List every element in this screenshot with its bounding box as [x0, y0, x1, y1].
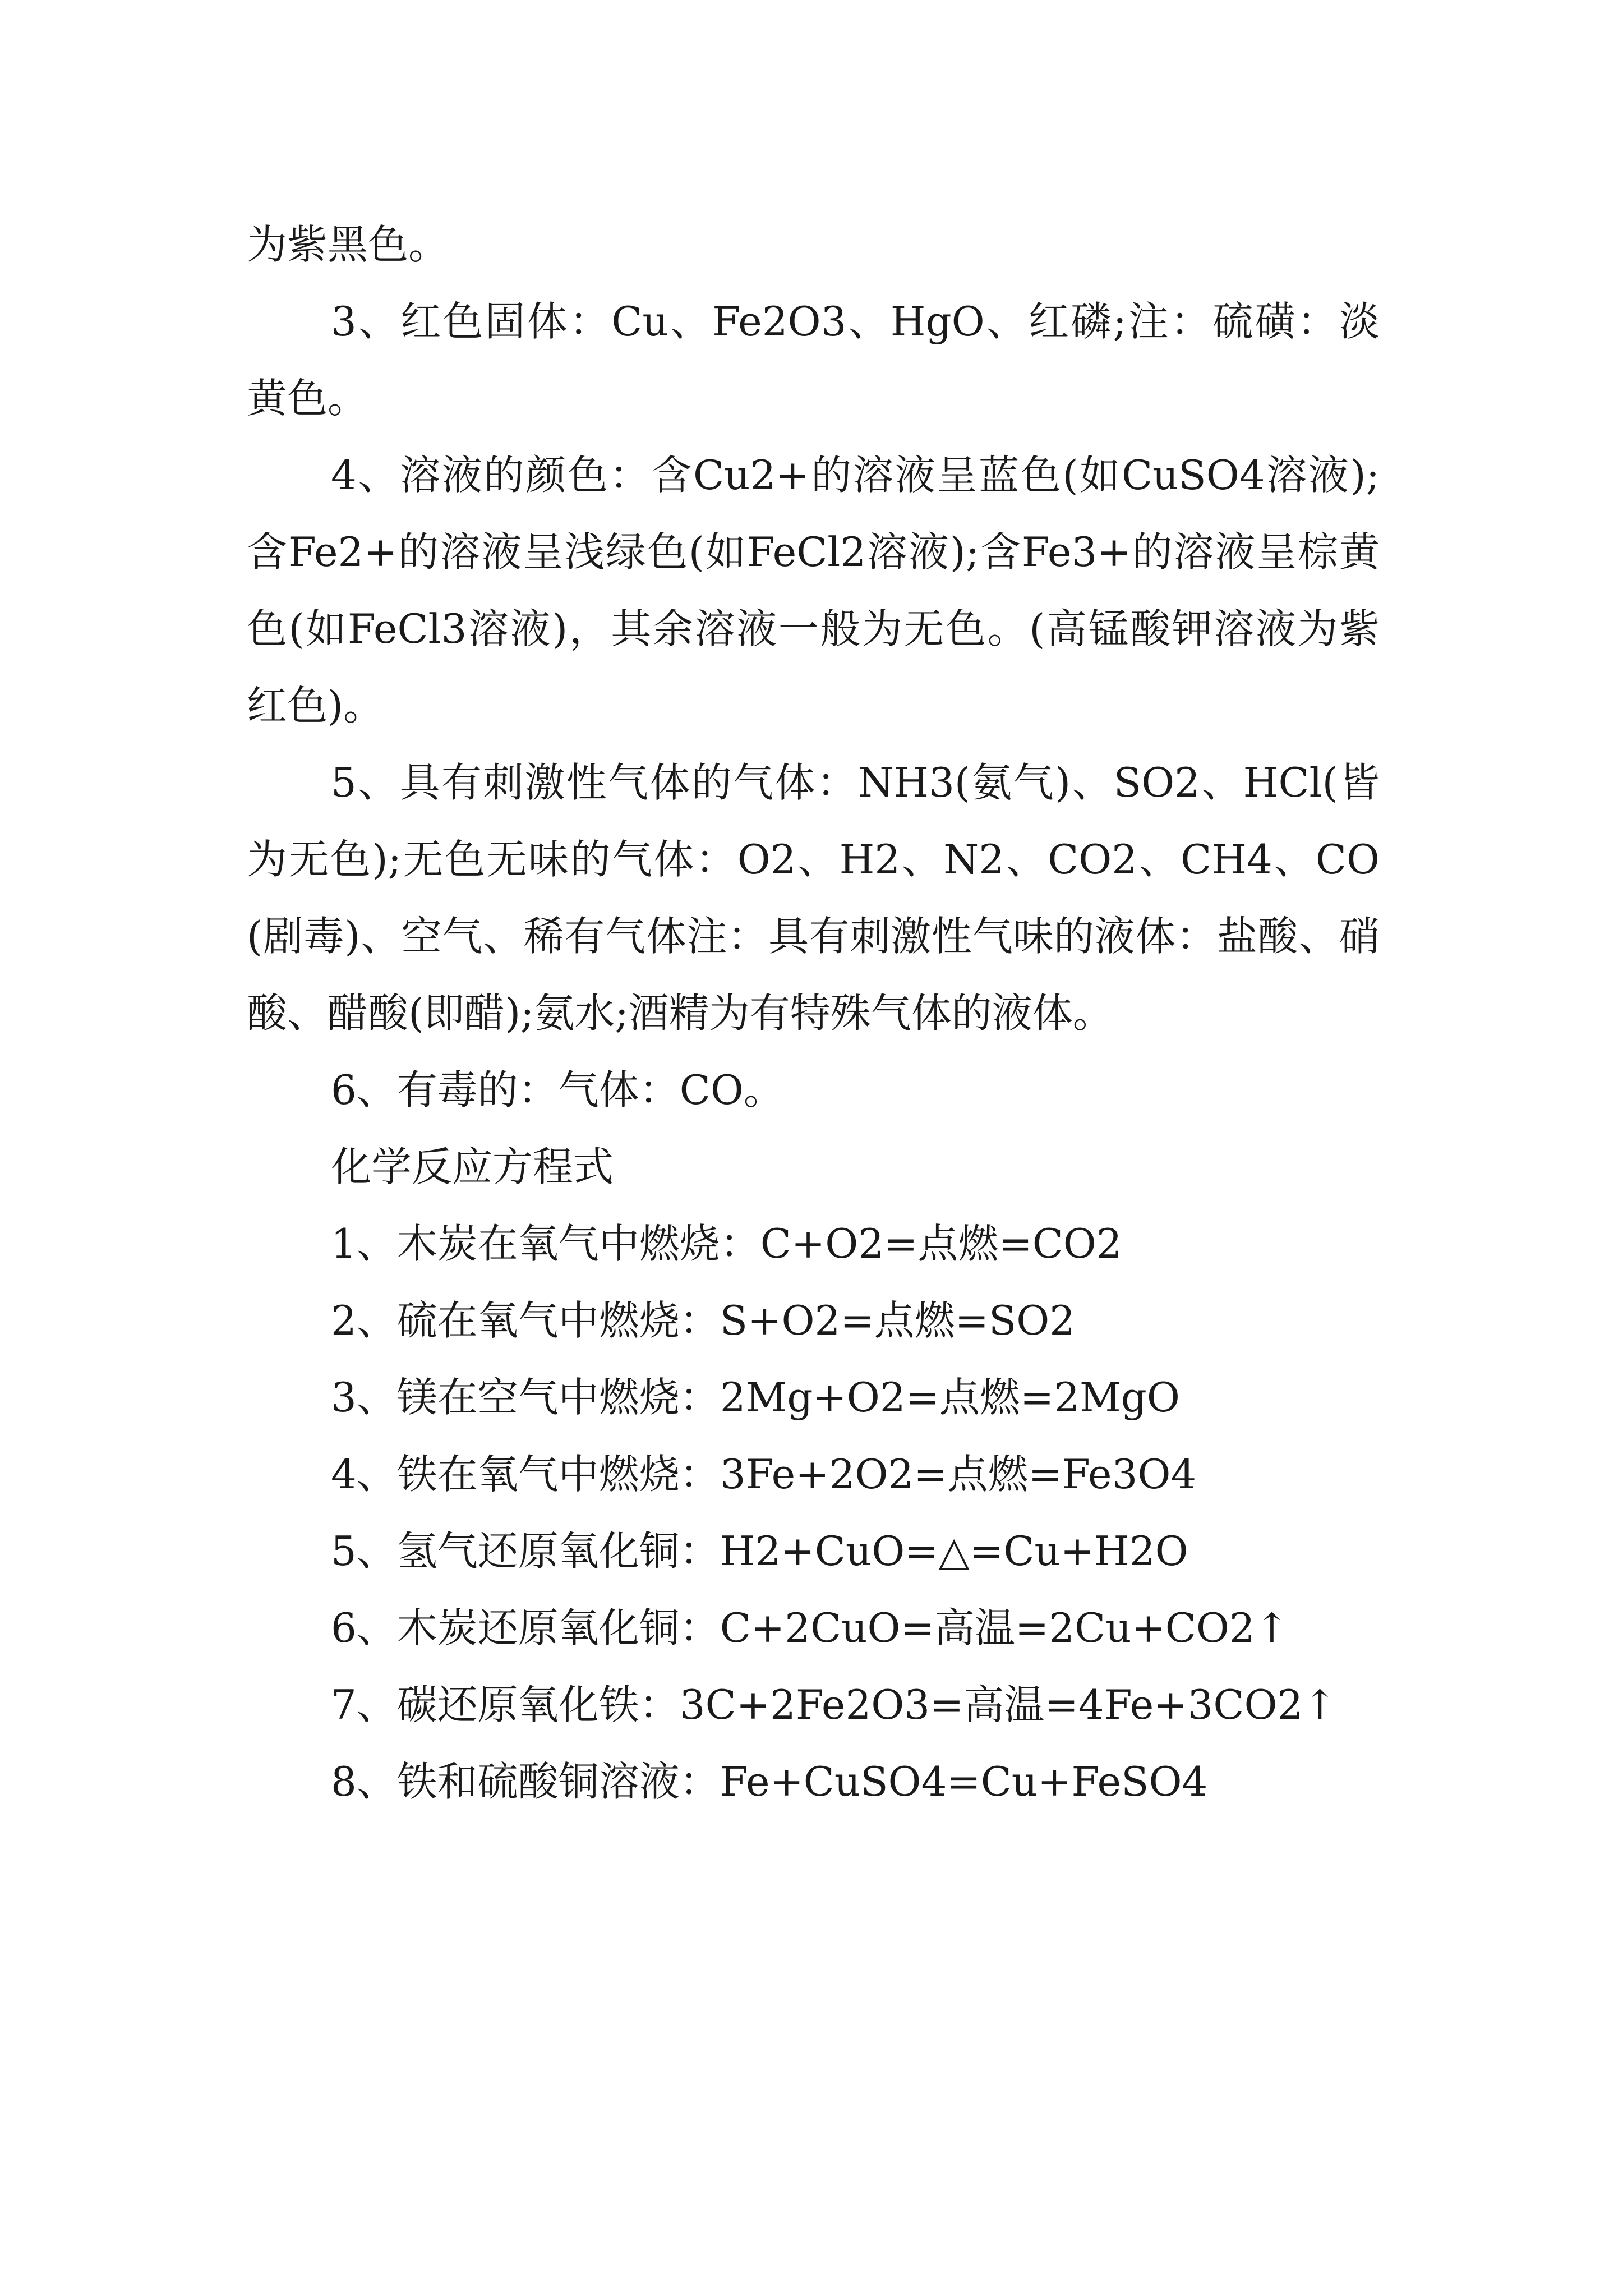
- equation-line: 2、硫在氧气中燃烧：S+O2=点燃=SO2: [331, 1297, 1076, 1344]
- paragraph-toxic: 6、有毒的：气体：CO。: [331, 1066, 784, 1114]
- equation-line: 4、铁在氧气中燃烧：3Fe+2O2=点燃=Fe3O4: [331, 1451, 1197, 1498]
- paragraph-red-solids: 3、红色固体：Cu、Fe2O3、HgO、红磷;注：硫磺：淡黄色。: [247, 298, 1380, 422]
- section-title: 化学反应方程式: [331, 1143, 614, 1190]
- equation-line: 5、氢气还原氧化铜：H2+CuO=△=Cu+H2O: [331, 1527, 1188, 1575]
- document-body: [247, 206, 1380, 1820]
- paragraph-solution-colors: 4、溶液的颜色：含Cu2+的溶液呈蓝色(如CuSO4溶液);含Fe2+的溶液呈浅绿色(如FeCl2溶液);含Fe3+的溶液呈棕黄色(如FeCl3溶液)，其余溶液一般为无色。(高锰酸钾溶液为紫红色)。: [247, 452, 1380, 729]
- paragraph-continuation: 为紫黑色。: [247, 221, 449, 268]
- paragraph-gases: 5、具有刺激性气体的气体：NH3(氨气)、SO2、HCl(皆为无色);无色无味的气体：O2、H2、N2、CO2、CH4、CO(剧毒)、空气、稀有气体注：具有刺激性气味的液体：盐酸、硝 酸、醋酸(即醋);氨水;酒精为有特殊气体的液体。: [247, 759, 1380, 1037]
- equation-line: 3、镁在空气中燃烧：2Mg+O2=点燃=2MgO: [331, 1374, 1180, 1421]
- equation-line: 1、木炭在氧气中燃烧：C+O2=点燃=CO2: [331, 1220, 1122, 1267]
- equation-line: 8、铁和硫酸铜溶液：Fe+CuSO4=Cu+FeSO4: [331, 1758, 1208, 1805]
- equation-line: 6、木炭还原氧化铜：C+2CuO=高温=2Cu+CO2↑: [331, 1604, 1289, 1651]
- equation-line: 7、碳还原氧化铁：3C+2Fe2O3=高温=4Fe+3CO2↑: [331, 1681, 1337, 1728]
